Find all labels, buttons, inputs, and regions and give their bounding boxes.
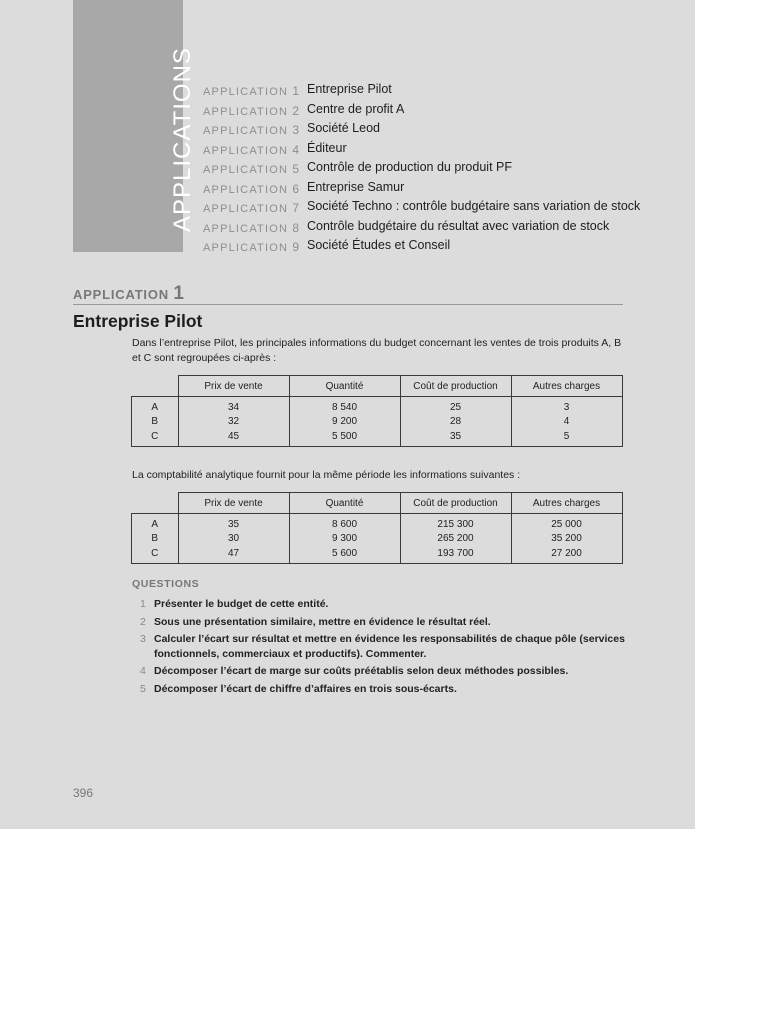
column-header: Coût de production xyxy=(400,493,511,514)
toc-item-label: APPLICATION 6 xyxy=(203,181,300,196)
table-row xyxy=(132,514,623,532)
table-cell: 35 xyxy=(178,514,289,532)
toc-item-title: Centre de profit A xyxy=(307,101,405,116)
table-cell: 27 200 xyxy=(511,546,622,563)
question-number: 1 xyxy=(140,598,146,610)
question-number: 5 xyxy=(140,682,146,695)
column-header: Prix de vente xyxy=(178,376,289,397)
toc-item-title: Société Techno : contrôle budgétaire sans variation de stock xyxy=(307,199,641,213)
question-text: Calculer l’écart sur résultat et mettre en évidence les responsabilités de chaque pôle (services fonctionnels, commerciaux et productifs). Commenter. xyxy=(154,633,625,660)
toc-item-label: APPLICATION 1 xyxy=(203,84,300,98)
questions-list xyxy=(140,597,630,699)
question-item xyxy=(140,682,630,697)
application-heading xyxy=(73,283,623,305)
column-header: Quantité xyxy=(289,493,400,514)
toc-item-label: APPLICATION 5 xyxy=(203,162,300,176)
question-text: Décomposer l’écart de chiffre d’affaires en trois sous-écarts. xyxy=(154,682,457,695)
intro-paragraph xyxy=(132,336,621,366)
question-number: 3 xyxy=(140,633,146,645)
question-number: 4 xyxy=(140,665,146,677)
table-cell: 9 200 xyxy=(289,415,400,430)
toc-item-title: Contrôle budgétaire du résultat avec variation de stock xyxy=(307,218,610,233)
application-heading-number: 1 xyxy=(173,283,184,304)
toc-item-label: APPLICATION 8 xyxy=(203,220,300,235)
intro-line: Dans l’entreprise Pilot, les principales informations du budget concernant les ventes de trois produits A, B xyxy=(132,337,622,349)
table-cell: 5 600 xyxy=(289,546,400,563)
row-label: B xyxy=(132,415,179,430)
question-text: Présenter le budget de cette entité. xyxy=(154,598,329,610)
table-row xyxy=(132,415,623,430)
toc-item-label: APPLICATION 3 xyxy=(203,123,300,137)
toc-item-title: Société Leod xyxy=(307,121,380,135)
table-cell: 5 500 xyxy=(289,429,400,446)
table-cell: 193 700 xyxy=(400,546,511,563)
table-cell: 9 300 xyxy=(289,532,400,547)
row-label: C xyxy=(132,546,179,563)
toc-item-title: Société Études et Conseil xyxy=(307,238,451,252)
question-number: 2 xyxy=(140,615,146,628)
table-row xyxy=(132,429,623,446)
middle-paragraph: La comptabilité analytique fournit pour la même période les informations suivantes : xyxy=(132,469,521,481)
column-header: Quantité xyxy=(289,376,400,397)
table-cell: 28 xyxy=(400,415,511,430)
column-header: Autres charges xyxy=(511,376,622,397)
toc-item-label: APPLICATION 4 xyxy=(203,142,300,157)
toc-item-label: APPLICATION 7 xyxy=(203,201,300,215)
table-cell: 4 xyxy=(511,415,622,430)
toc-item-label: APPLICATION 9 xyxy=(203,240,300,254)
table-cell: 34 xyxy=(178,397,289,415)
application-title: Entreprise Pilot xyxy=(73,311,203,331)
question-item xyxy=(140,615,630,630)
table-cell: 47 xyxy=(178,546,289,563)
table-cell: 8 540 xyxy=(289,397,400,415)
table-cell: 25 xyxy=(400,397,511,415)
column-header: Autres charges xyxy=(511,493,622,514)
toc-item-title: Contrôle de production du produit PF xyxy=(307,160,512,174)
question-item xyxy=(140,632,630,661)
row-label: B xyxy=(132,532,179,547)
table-cell: 5 xyxy=(511,429,622,446)
toc-item-label: APPLICATION 2 xyxy=(203,103,300,118)
questions-heading: QUESTIONS xyxy=(132,578,200,590)
question-item xyxy=(140,597,630,612)
budget-table xyxy=(131,375,623,447)
question-text: Décomposer l’écart de marge sur coûts préétablis selon deux méthodes possibles. xyxy=(154,665,569,677)
toc-item-title: Entreprise Samur xyxy=(307,179,405,194)
table-corner xyxy=(132,493,179,514)
question-item xyxy=(140,664,630,679)
table-cell: 3 xyxy=(511,397,622,415)
table-row xyxy=(132,397,623,415)
table-cell: 8 600 xyxy=(289,514,400,532)
section-tab-label: APPLICATIONS xyxy=(169,47,196,232)
table-cell: 45 xyxy=(178,429,289,446)
toc-item-title: Éditeur xyxy=(307,140,347,155)
table-corner xyxy=(132,376,179,397)
table-cell: 25 000 xyxy=(511,514,622,532)
application-heading-label: APPLICATION xyxy=(73,287,169,302)
table-cell: 32 xyxy=(178,415,289,430)
row-label: A xyxy=(132,397,179,415)
row-label: A xyxy=(132,514,179,532)
table-cell: 35 200 xyxy=(511,532,622,547)
table-cell: 30 xyxy=(178,532,289,547)
question-text: Sous une présentation similaire, mettre en évidence le résultat réel. xyxy=(154,615,491,628)
section-tab xyxy=(73,0,196,252)
table-row xyxy=(132,532,623,547)
page-number: 396 xyxy=(73,786,94,800)
table-cell: 265 200 xyxy=(400,532,511,547)
actual-table xyxy=(131,492,623,564)
table-cell: 215 300 xyxy=(400,514,511,532)
table-row xyxy=(132,546,623,563)
column-header: Coût de production xyxy=(400,376,511,397)
toc-item-title: Entreprise Pilot xyxy=(307,82,392,96)
table-cell: 35 xyxy=(400,429,511,446)
column-header: Prix de vente xyxy=(178,493,289,514)
row-label: C xyxy=(132,429,179,446)
intro-line: et C sont regroupées ci-après : xyxy=(132,352,277,364)
